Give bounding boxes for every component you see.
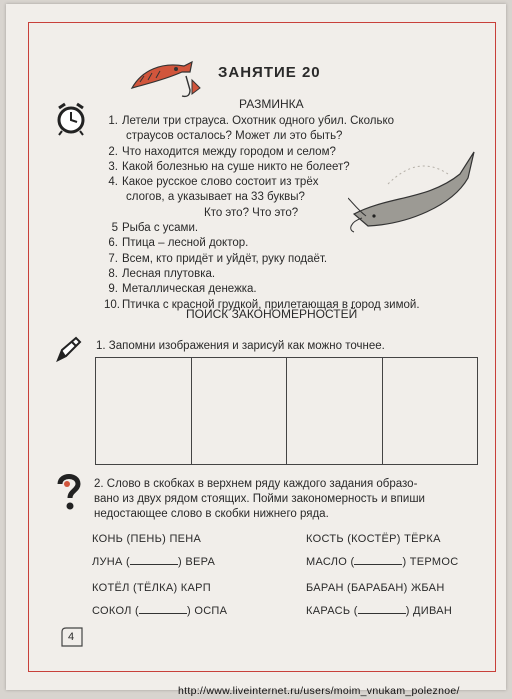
catfish-illustration [348,144,488,239]
pair-b-bottom: МАСЛО ( ) ТЕРМОС [306,556,459,568]
pair-c-bottom: СОКОЛ ( ) ОСПА [92,605,228,617]
alarm-clock-icon [54,100,88,141]
list-item: 3. Какой болезнью на суше никто не болеет? [108,160,350,173]
grid-cell[interactable] [383,358,478,464]
list-item: 7. Всем, кто придёт и уйдёт, руку подаёт. [108,252,328,265]
list-item: 1. Летели три страуса. Охотник одного убил. Сколько [108,115,394,127]
answer-blank[interactable] [139,604,187,614]
answer-blank[interactable] [358,604,406,614]
list-item-continuation: Кто это? Что это? [204,206,299,219]
list-item: 8. Лесная плутовка. [108,267,216,280]
page-number: 4 [68,631,75,643]
page-title: ЗАНЯТИЕ 20 [218,64,321,81]
patterns-heading: ПОИСК ЗАКОНОМЕРНОСТЕЙ [186,307,358,321]
source-url[interactable]: http://www.liveinternet.ru/users/moim_vnukam_poleznoe/ [178,685,460,697]
pair-d-top: БАРАН (БАРАБАН) ЖБАН [306,582,445,594]
grid-cell[interactable] [192,358,288,464]
list-item: 6. Птица – лесной доктор. [108,237,249,250]
list-item: 5 Рыба с усами. [111,222,199,235]
answer-blank[interactable] [130,555,178,565]
task2-text: 2. Слово в скобках в верхнем ряду каждого задания образо- вано из двух рядом стоящих. Пойми закономерность и впиши недостающее слово в скобки нижнего ряда. [94,478,425,520]
list-item: 10. Птичка с красной грудкой, прилетающая в город зимой. [104,298,420,311]
pair-c-top: КОТЁЛ (ТЁЛКА) КАРП [92,582,211,594]
grid-cell[interactable] [287,358,383,464]
drawing-grid [95,357,478,465]
list-item: 2. Что находится между городом и селом? [108,145,336,158]
list-item: 9. Металлическая денежка. [108,283,257,296]
fish-hook-illustration [122,50,202,107]
task1-text: 1. Запомни изображения и зарисуй как можно точнее. [96,340,385,352]
pair-a-top: КОНЬ (ПЕНЬ) ПЕНА [92,533,202,545]
question-icon [54,472,84,517]
answer-blank[interactable] [354,555,402,565]
warmup-heading: РАЗМИНКА [239,97,304,111]
list-item: 4. Какое русское слово состоит из трёх [108,176,319,189]
pair-b-top: КОСТЬ (КОСТЁР) ТЁРКА [306,533,441,545]
list-item-continuation: слогов, а указывает на 33 буквы? [126,191,305,204]
workbook-page [6,4,506,690]
pair-d-bottom: КАРАСЬ ( ) ДИВАН [306,605,453,617]
pencil-icon [54,336,82,369]
pair-a-bottom: ЛУНА ( ) ВЕРА [92,556,216,568]
grid-cell[interactable] [96,358,192,464]
list-item-continuation: страусов осталось? Может ли это быть? [126,130,343,143]
